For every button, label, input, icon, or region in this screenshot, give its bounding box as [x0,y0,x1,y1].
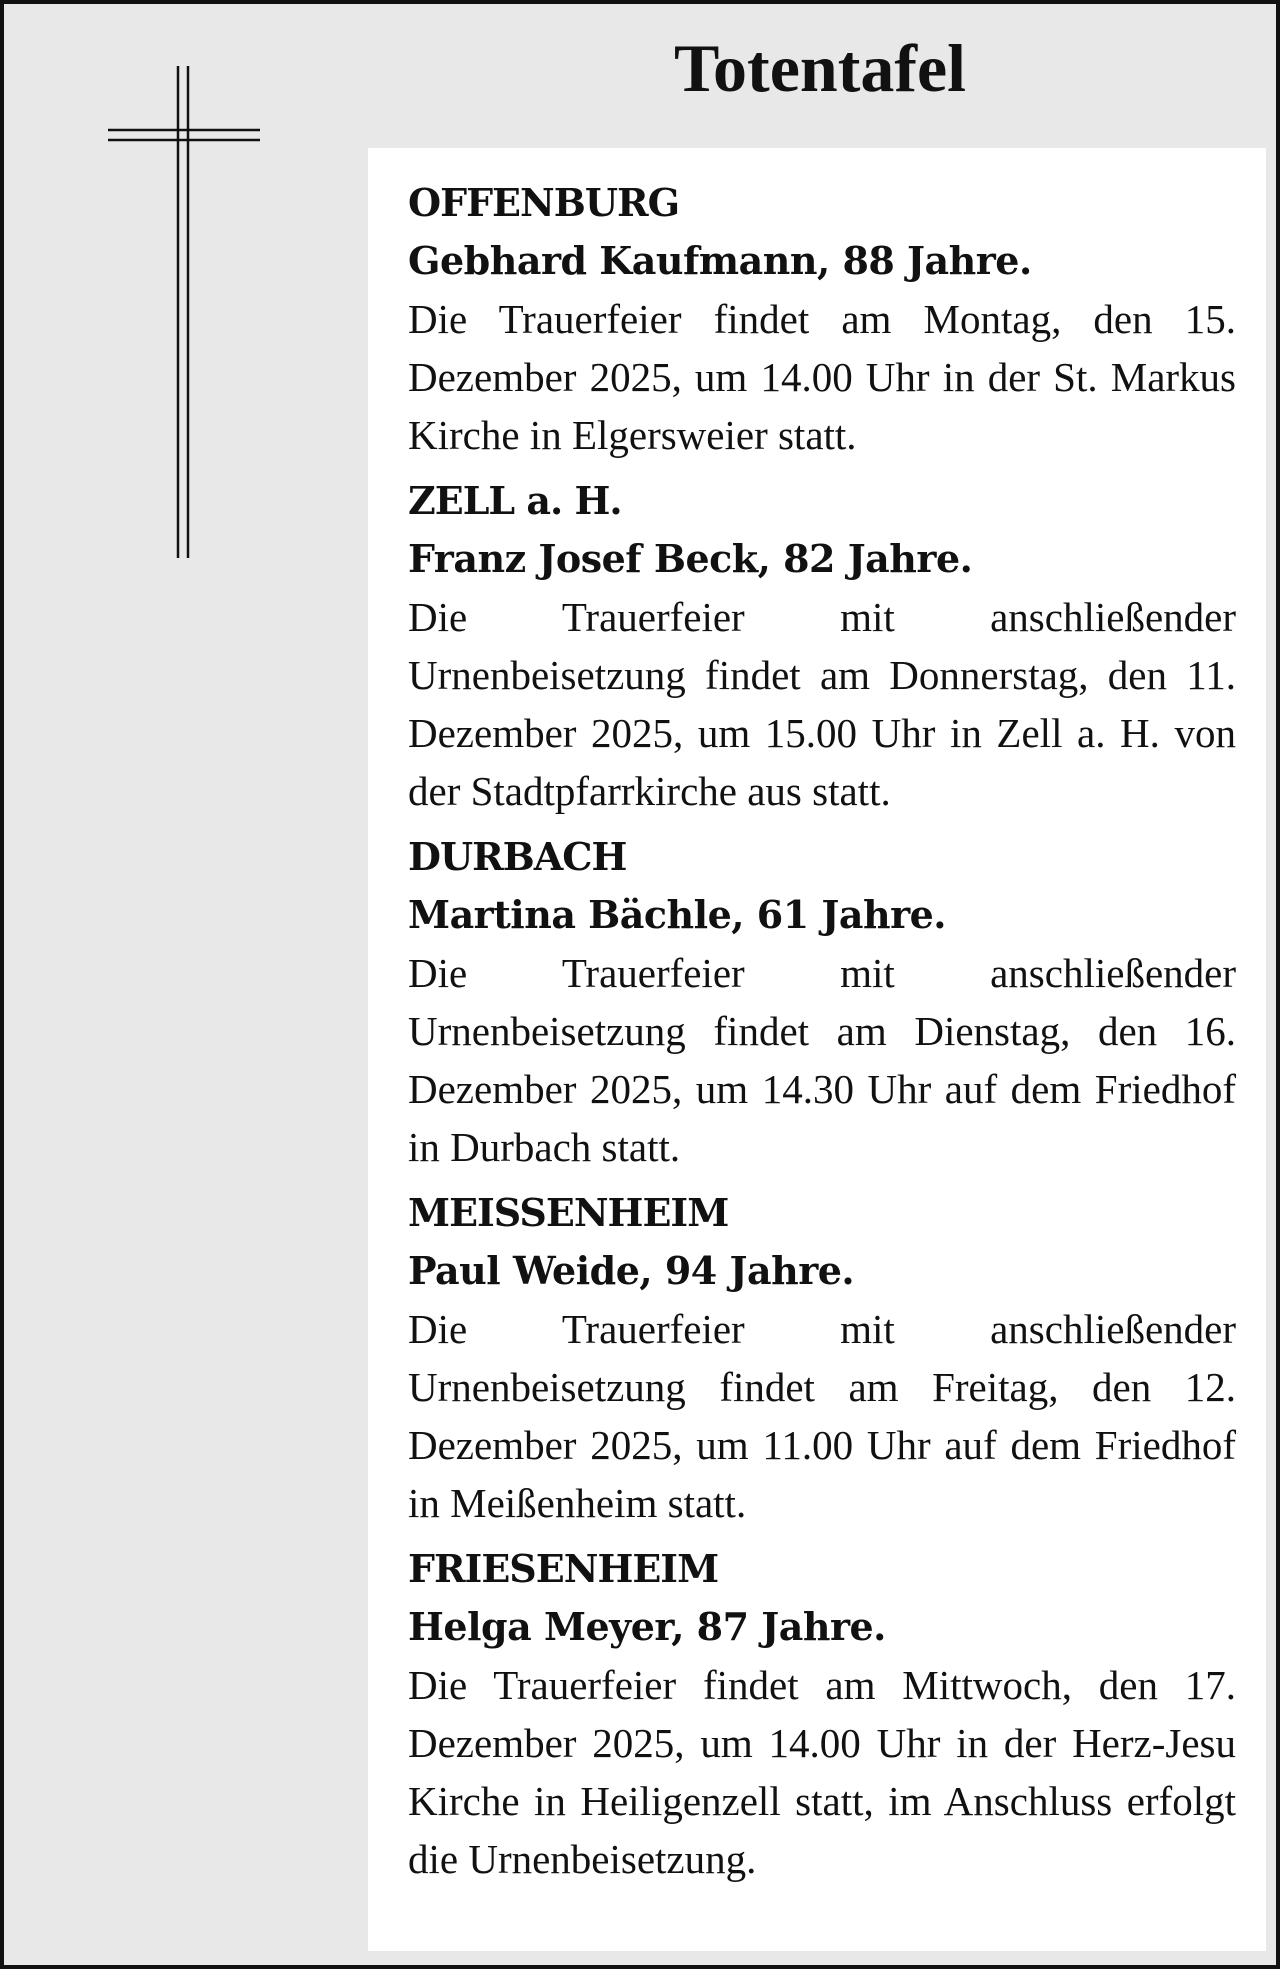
entry-text: Die Trauerfeier mit anschließender Urnenbeisetzung findet am Freitag, den 12. Dezember 2025, um 11.00 Uhr auf dem Friedhof in Meißenheim statt. [408,1306,1236,1526]
entry-town: OFFENBURG [408,180,680,225]
entry-name: Martina Bächle, 61 Jahre. [408,892,947,937]
obituary-entry [408,174,1236,464]
entry-town: DURBACH [408,834,627,879]
entry-town: FRIESENHEIM [408,1546,719,1591]
entry-name: Franz Josef Beck, 82 Jahre. [408,536,973,581]
obituary-list [368,148,1266,1951]
entry-name: Paul Weide, 94 Jahre. [408,1248,855,1293]
obituary-entry [408,828,1236,1176]
page-title: Totentafel [673,30,967,106]
entry-text: Die Trauerfeier mit anschließender Urnenbeisetzung findet am Dienstag, den 16. Dezember 2025, um 14.30 Uhr auf dem Friedhof in Durbach statt. [408,950,1236,1170]
entry-text: Die Trauerfeier findet am Mittwoch, den 17. Dezember 2025, um 14.00 Uhr in der Herz-Jesu Kirche in Heiligenzell statt, im Anschluss erfolgt die Urnenbeisetzung. [408,1662,1236,1882]
obituary-entry [408,1540,1236,1888]
entry-text: Die Trauerfeier mit anschließender Urnenbeisetzung findet am Donnerstag, den 11. Dezember 2025, um 15.00 Uhr in Zell a. H. von der Stadtpfarrkirche aus statt. [408,594,1236,814]
entry-name: Gebhard Kaufmann, 88 Jahre. [408,238,1032,283]
entry-name: Helga Meyer, 87 Jahre. [408,1604,886,1649]
obituary-entry [408,1184,1236,1532]
entry-text: Die Trauerfeier findet am Montag, den 15. Dezember 2025, um 14.00 Uhr in der St. Markus Kirche in Elgersweier statt. [408,296,1236,458]
entry-town: ZELL a. H. [408,478,622,523]
obituary-entry [408,472,1236,820]
entry-town: MEISSENHEIM [408,1190,729,1235]
cross-icon [104,62,264,562]
